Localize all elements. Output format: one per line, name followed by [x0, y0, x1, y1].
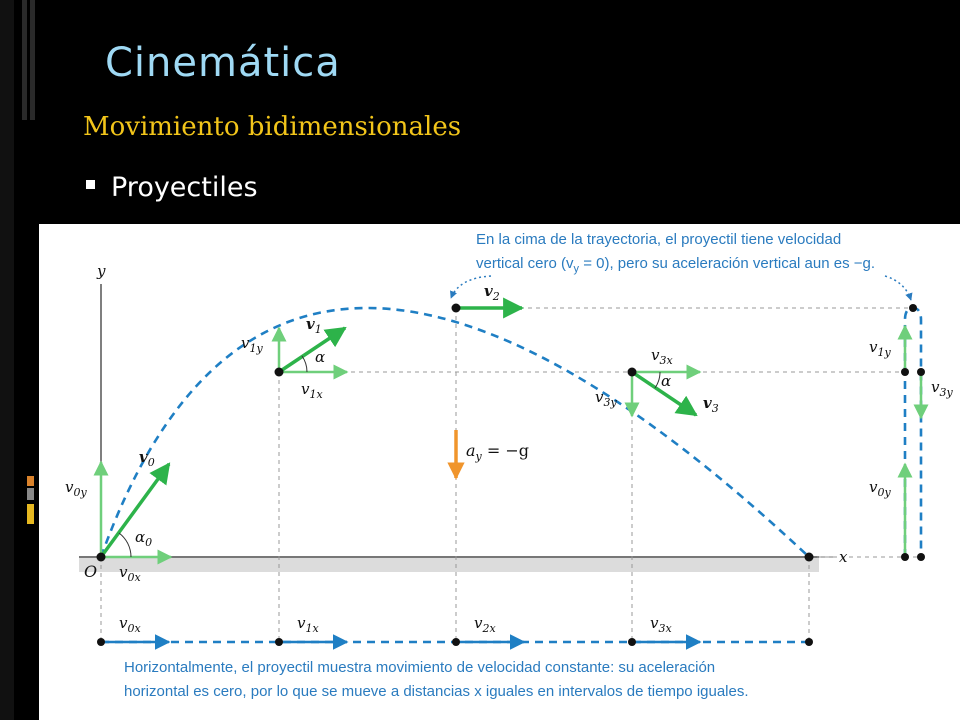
- alpha0-symbol: α: [135, 528, 146, 546]
- right-v1y-symbol: v: [869, 338, 878, 356]
- bottom-v0x-label: [119, 614, 141, 635]
- origin-label: O: [84, 562, 98, 581]
- v3-symbol: v: [703, 394, 712, 412]
- right-v0y-sub: 0y: [877, 486, 891, 499]
- v0x-sub: 0x: [127, 571, 141, 584]
- v0y-label: [65, 478, 87, 499]
- top-note-line1: En la cima de la trayectoria, el proyectil tiene velocidad: [476, 231, 842, 248]
- accel-symbol: a: [466, 441, 476, 460]
- top-note-part1: vertical cero (v: [476, 255, 574, 272]
- angle-arcs: [119, 356, 660, 557]
- alpha3-label: α: [661, 372, 672, 390]
- bottom-note-line1: Horizontalmente, el proyectil muestra movimiento de velocidad constante: su aceleración: [124, 659, 716, 676]
- v0y-symbol: v: [65, 478, 74, 496]
- v0y-sub: 0y: [73, 486, 87, 499]
- projectile-diagram: [39, 224, 960, 720]
- alpha1-label: α: [315, 348, 326, 366]
- ground: [79, 557, 819, 572]
- top-note-line2: [476, 255, 875, 275]
- v1x-symbol: v: [301, 380, 310, 398]
- bottom-v2x-label: [474, 614, 496, 635]
- left-accent-gray: [27, 488, 34, 500]
- axis-x-label: x: [839, 548, 848, 566]
- reference-guides: [101, 308, 924, 642]
- accel-label: [466, 441, 529, 463]
- slide-title: Cinemática: [105, 40, 341, 86]
- v0x-symbol: v: [119, 563, 128, 581]
- v0-symbol: v: [139, 448, 148, 466]
- velocity-components: [101, 328, 700, 557]
- callout-arrows: [451, 276, 911, 300]
- slide-subtitle: Movimiento bidimensionales: [83, 112, 462, 142]
- v2-label: [484, 282, 500, 303]
- top-note-part2: = 0), pero su aceleración vertical aun es −g.: [579, 255, 876, 272]
- right-v0y-symbol: v: [869, 478, 878, 496]
- right-v1y-sub: 1y: [877, 346, 891, 359]
- v1-sub: 1: [314, 323, 322, 336]
- bottom-v2x-symbol: v: [474, 614, 483, 632]
- v3y-label: [595, 388, 617, 409]
- v2-sub: 2: [492, 290, 500, 303]
- bullet-text: Proyectiles: [111, 172, 258, 203]
- left-accent-orange: [27, 476, 34, 486]
- vertical-projection: [901, 304, 925, 561]
- projectile-figure: [39, 224, 960, 720]
- right-v1y-label: [869, 338, 891, 359]
- v1-symbol: v: [306, 315, 315, 333]
- bullet-square-icon: [86, 180, 95, 189]
- bottom-v2x-sub: 2x: [482, 622, 496, 635]
- slide-decoration-stripe: [22, 0, 27, 120]
- v3x-sub: 3x: [659, 354, 673, 367]
- alpha0-label: [135, 528, 152, 549]
- right-v3y-symbol: v: [931, 378, 940, 396]
- v3-label: [703, 394, 719, 415]
- v2-symbol: v: [484, 282, 493, 300]
- velocity-vectors: [101, 308, 696, 557]
- bottom-v1x-symbol: v: [297, 614, 306, 632]
- slide-decoration-stripe: [30, 0, 35, 120]
- right-v3y-label: [931, 378, 953, 399]
- horizontal-projection: [97, 638, 813, 646]
- bullet-item: [86, 172, 258, 203]
- bottom-v0x-symbol: v: [119, 614, 128, 632]
- slide-decoration-bar: [0, 0, 14, 720]
- left-accent-yellow: [27, 504, 34, 524]
- v1y-label: [241, 334, 263, 355]
- accel-sub: y: [475, 450, 482, 463]
- right-v0y-label: [869, 478, 891, 499]
- axis-y-label: y: [97, 262, 106, 280]
- bottom-v1x-sub: 1x: [305, 622, 319, 635]
- right-v3y-sub: 3y: [939, 386, 953, 399]
- v1y-sub: 1y: [249, 342, 263, 355]
- v3x-symbol: v: [651, 346, 660, 364]
- alpha0-sub: 0: [145, 536, 153, 549]
- v1y-symbol: v: [241, 334, 250, 352]
- v1x-sub: 1x: [309, 388, 323, 401]
- v1-label: [306, 315, 322, 336]
- bottom-v3x-sub: 3x: [658, 622, 672, 635]
- bottom-note-line2: horizontal es cero, por lo que se mueve a distancias x iguales en intervalos de tiempo iguales.: [124, 683, 749, 700]
- v0-sub: 0: [147, 456, 155, 469]
- v3x-label: [651, 346, 673, 367]
- accel-rest: = −g: [481, 441, 529, 460]
- bottom-v3x-symbol: v: [650, 614, 659, 632]
- v0-label: [139, 448, 155, 469]
- v1x-label: [301, 380, 323, 401]
- v3y-sub: 3y: [603, 396, 617, 409]
- v3-sub: 3: [711, 402, 719, 415]
- bottom-v0x-sub: 0x: [127, 622, 141, 635]
- top-note-sub: y: [573, 263, 580, 275]
- v3y-symbol: v: [595, 388, 604, 406]
- bottom-v1x-label: [297, 614, 319, 635]
- bottom-v3x-label: [650, 614, 672, 635]
